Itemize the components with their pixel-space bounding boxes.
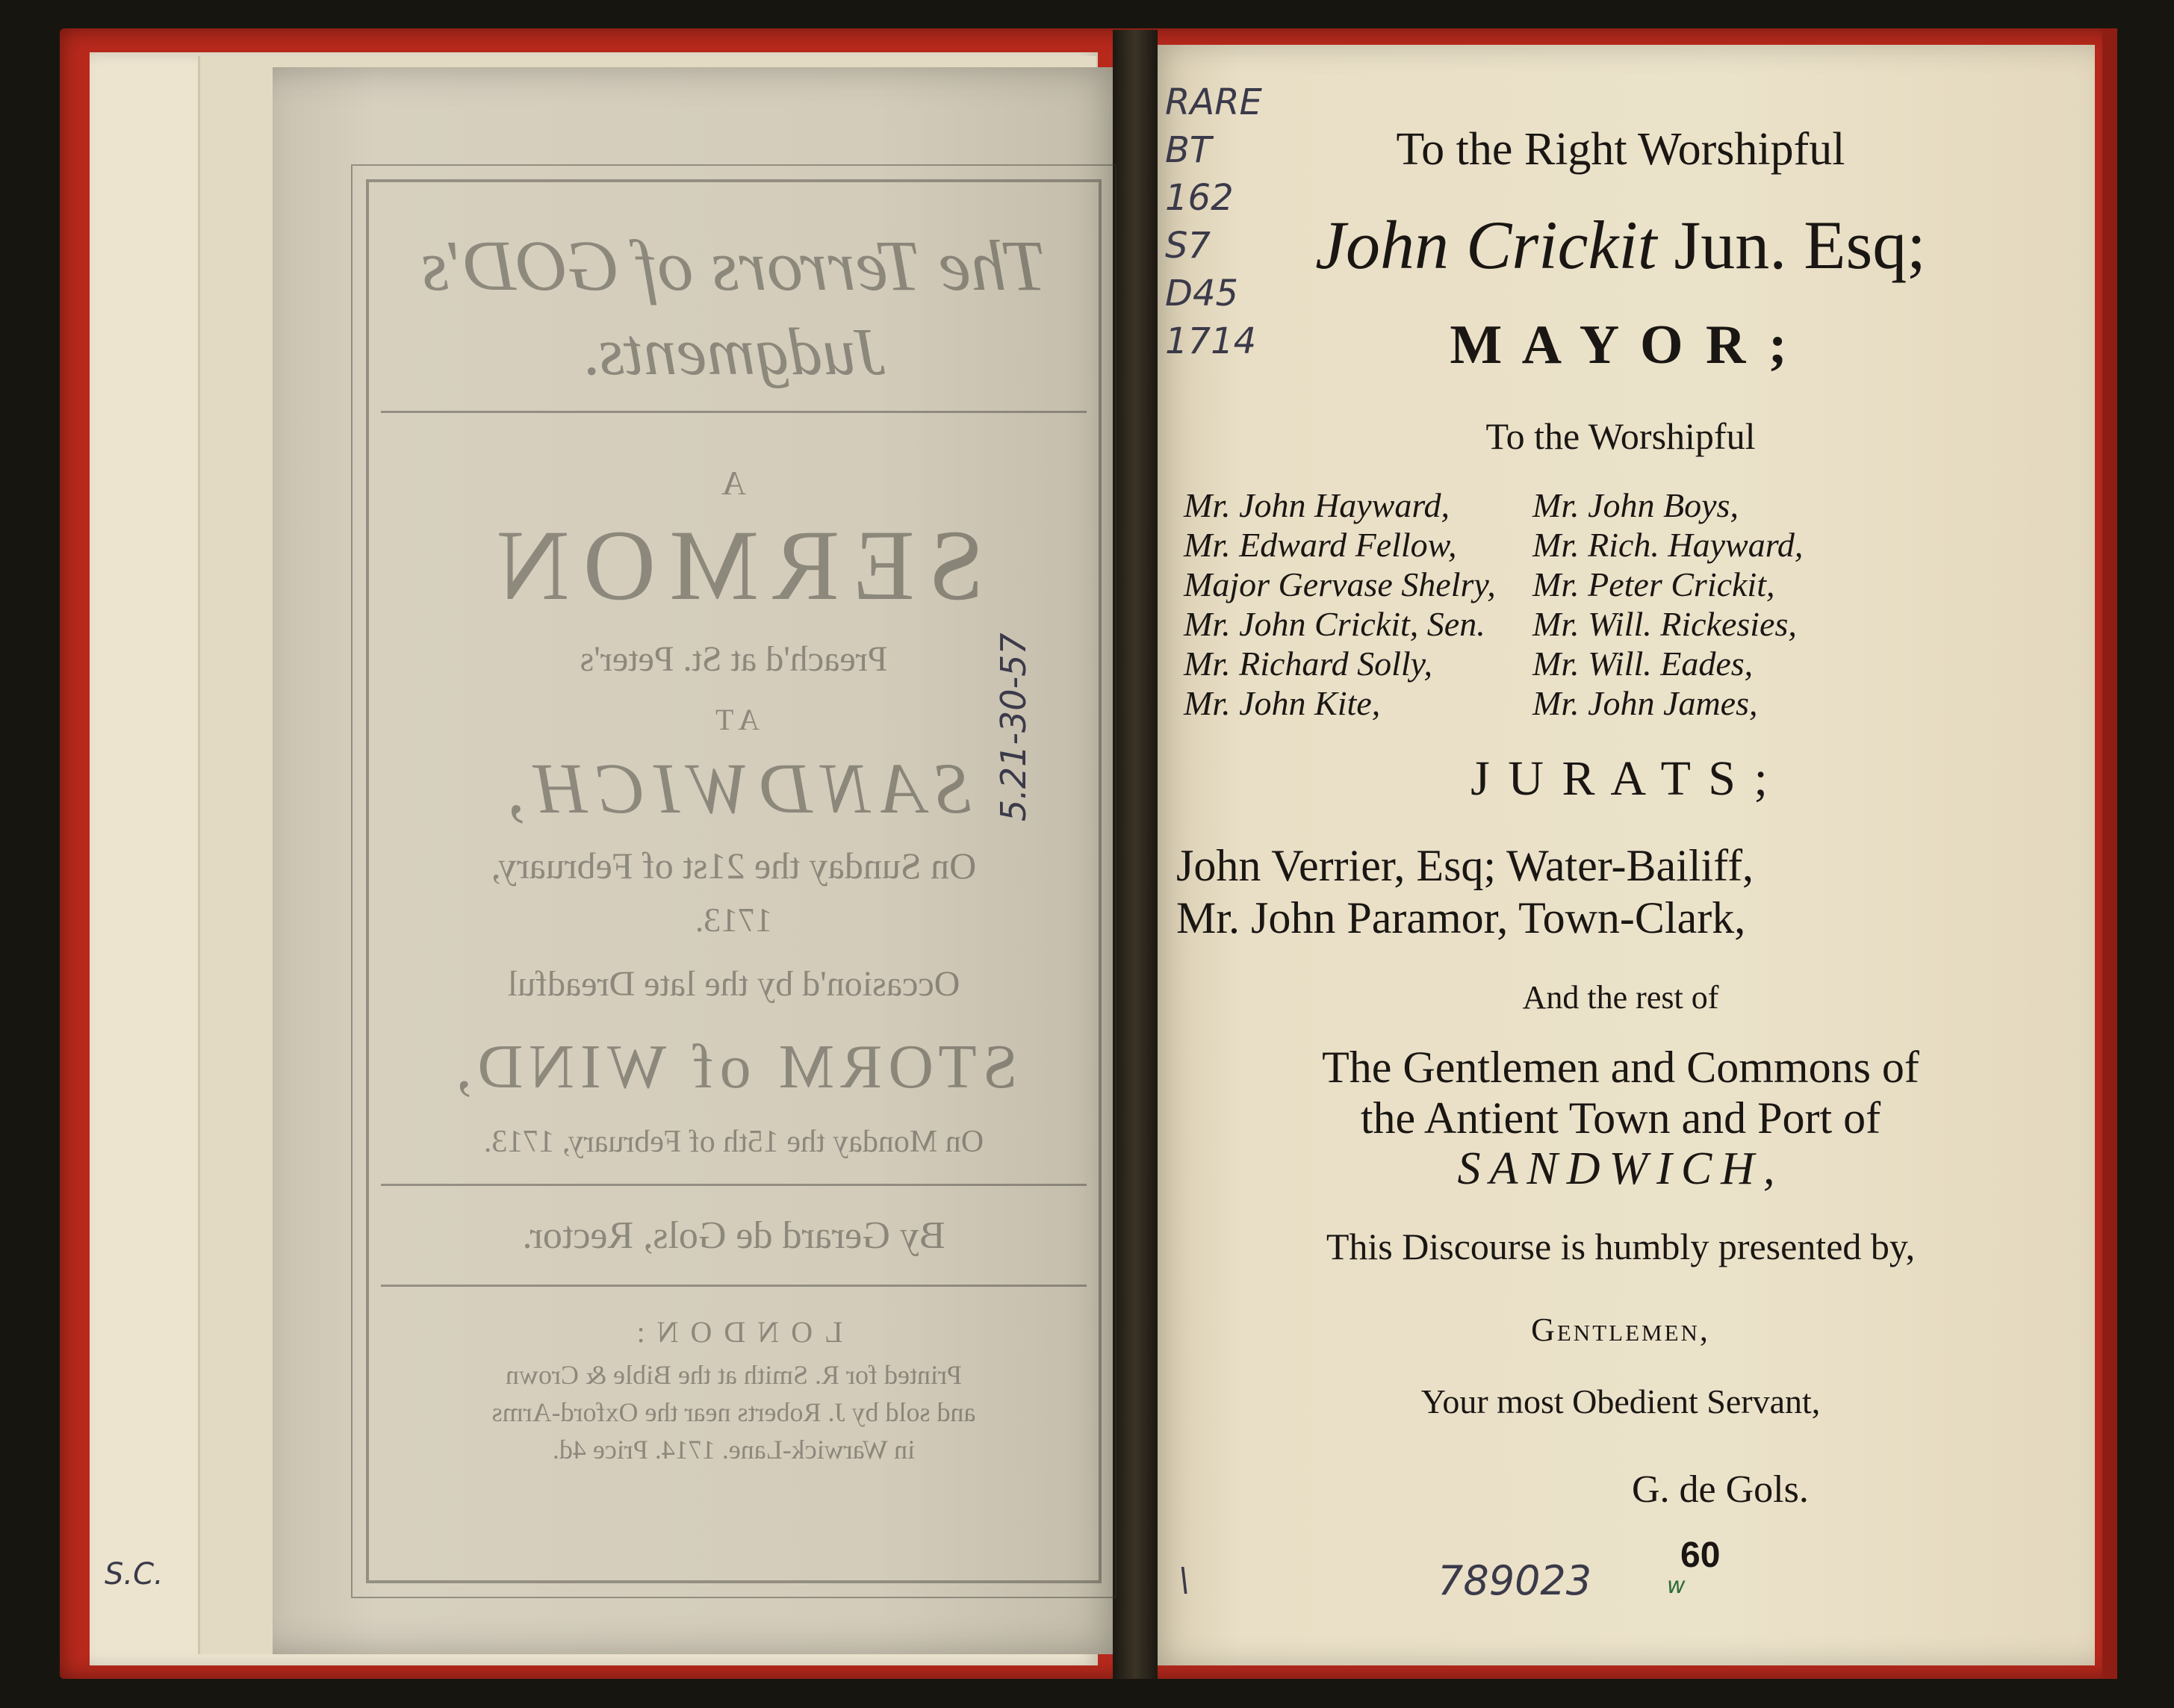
small-mark: w: [1667, 1573, 1686, 1599]
ghost-rule-3: [381, 1285, 1087, 1287]
ghost-storm: STORM of WIND,: [450, 1032, 1018, 1102]
gentlemen-salutation: Gentlemen,: [1531, 1311, 1710, 1348]
accession-number: 789023: [1438, 1557, 1592, 1604]
ghost-on-monday: On Monday the 15th of February, 1713.: [483, 1125, 984, 1159]
ghost-title-2: Judgments.: [581, 315, 886, 389]
jurat-name: Mr. Will. Rickesies,: [1532, 605, 1797, 643]
ghost-rule-2: [381, 1184, 1087, 1186]
jurats-heading: J U R A T S ;: [1470, 751, 1771, 806]
ghost-imprint-3: in Warwick-Lane. 1714. Price 4d.: [552, 1435, 916, 1465]
name-italic: John Crickit: [1315, 207, 1657, 283]
shelfmark-line: 162: [1165, 177, 1234, 219]
jurat-name: Mr. Peter Crickit,: [1532, 565, 1775, 603]
name-rest: Jun. Esq;: [1674, 207, 1926, 283]
ghost-on-sunday: On Sunday the 21st of February,: [491, 845, 977, 886]
dedication-name: [1146, 205, 2095, 285]
jurat-name: Mr. John Kite,: [1184, 684, 1381, 722]
ghost-by: By Gerard de Gols, Rector.: [522, 1214, 945, 1257]
shelfmark-line: D45: [1165, 273, 1239, 314]
shelfmark-line: BT: [1165, 129, 1212, 171]
jurats-right-column: [1532, 485, 1803, 723]
shelfmark-line: S7: [1165, 225, 1211, 267]
servant-line: Your most Obedient Servant,: [1420, 1382, 1821, 1420]
verrier-line: John Verrier, Esq; Water-Bailiff,: [1176, 841, 1754, 890]
show-through-title-page: [366, 179, 1102, 1583]
jurat-name: Mr. John Hayward,: [1184, 486, 1450, 524]
jurat-name: Mr. Richard Solly,: [1184, 645, 1433, 683]
ghost-imprint-2: and sold by J. Roberts near the Oxford-Arms: [491, 1397, 976, 1427]
jurat-name: Mr. Rich. Hayward,: [1532, 526, 1804, 564]
ghost-at: AT: [708, 703, 760, 736]
ghost-year: 1713.: [695, 901, 773, 939]
ghost-a: A: [721, 464, 747, 502]
jurat-name: Mr. John James,: [1532, 684, 1758, 722]
sc-note: S.C.: [105, 1557, 164, 1591]
mayor-heading: M A Y O R ;: [1450, 314, 1792, 376]
ghost-preach: Preach'd at St. Peter's: [580, 639, 888, 679]
to-worshipful: To the Worshipful: [1485, 415, 1756, 457]
discourse-line: This Discourse is humbly presented by,: [1326, 1226, 1916, 1267]
jurat-name: Major Gervase Shelry,: [1184, 565, 1496, 603]
ghost-sermon: SERMON: [483, 510, 984, 621]
antient-town-line: the Antient Town and Port of: [1360, 1093, 1881, 1143]
ghost-sandwich: SANDWICH,: [496, 748, 972, 828]
dedication-line-1: To the Right Worshipful: [1396, 124, 1845, 175]
page-number: 60: [1680, 1535, 1721, 1575]
jurat-name: Mr. John Boys,: [1532, 486, 1739, 524]
ghost-imprint-1: Printed for R. Smith at the Bible & Crown: [506, 1360, 962, 1390]
rest-of-line: And the rest of: [1522, 979, 1719, 1016]
ghost-rule: [381, 411, 1087, 413]
ghost-occasion: Occasion'd by the late Dreadful: [507, 964, 960, 1004]
jurat-name: Mr. Edward Fellow,: [1184, 526, 1457, 564]
sandwich-line: SANDWICH,: [1457, 1143, 1784, 1194]
jurat-name: Mr. Will. Eades,: [1532, 645, 1754, 683]
cover-edge: [2102, 28, 2117, 1679]
ghost-title-1: The Terrors of GOD's: [420, 226, 1047, 305]
margin-note: 5.21-30-57: [993, 633, 1034, 822]
gentlemen-commons-line: The Gentlemen and Commons of: [1322, 1043, 1919, 1092]
paramor-line: Mr. John Paramor, Town-Clark,: [1176, 893, 1746, 942]
jurats-left-column: [1184, 485, 1496, 723]
ghost-london: LONDON:: [624, 1315, 843, 1349]
jurat-name: Mr. John Crickit, Sen.: [1184, 605, 1485, 643]
signature: G. de Gols.: [1632, 1468, 1809, 1511]
pencil-mark: \: [1178, 1561, 1190, 1599]
shelfmark-line: RARE: [1165, 81, 1262, 123]
shelfmark-line: 1714: [1165, 320, 1257, 362]
